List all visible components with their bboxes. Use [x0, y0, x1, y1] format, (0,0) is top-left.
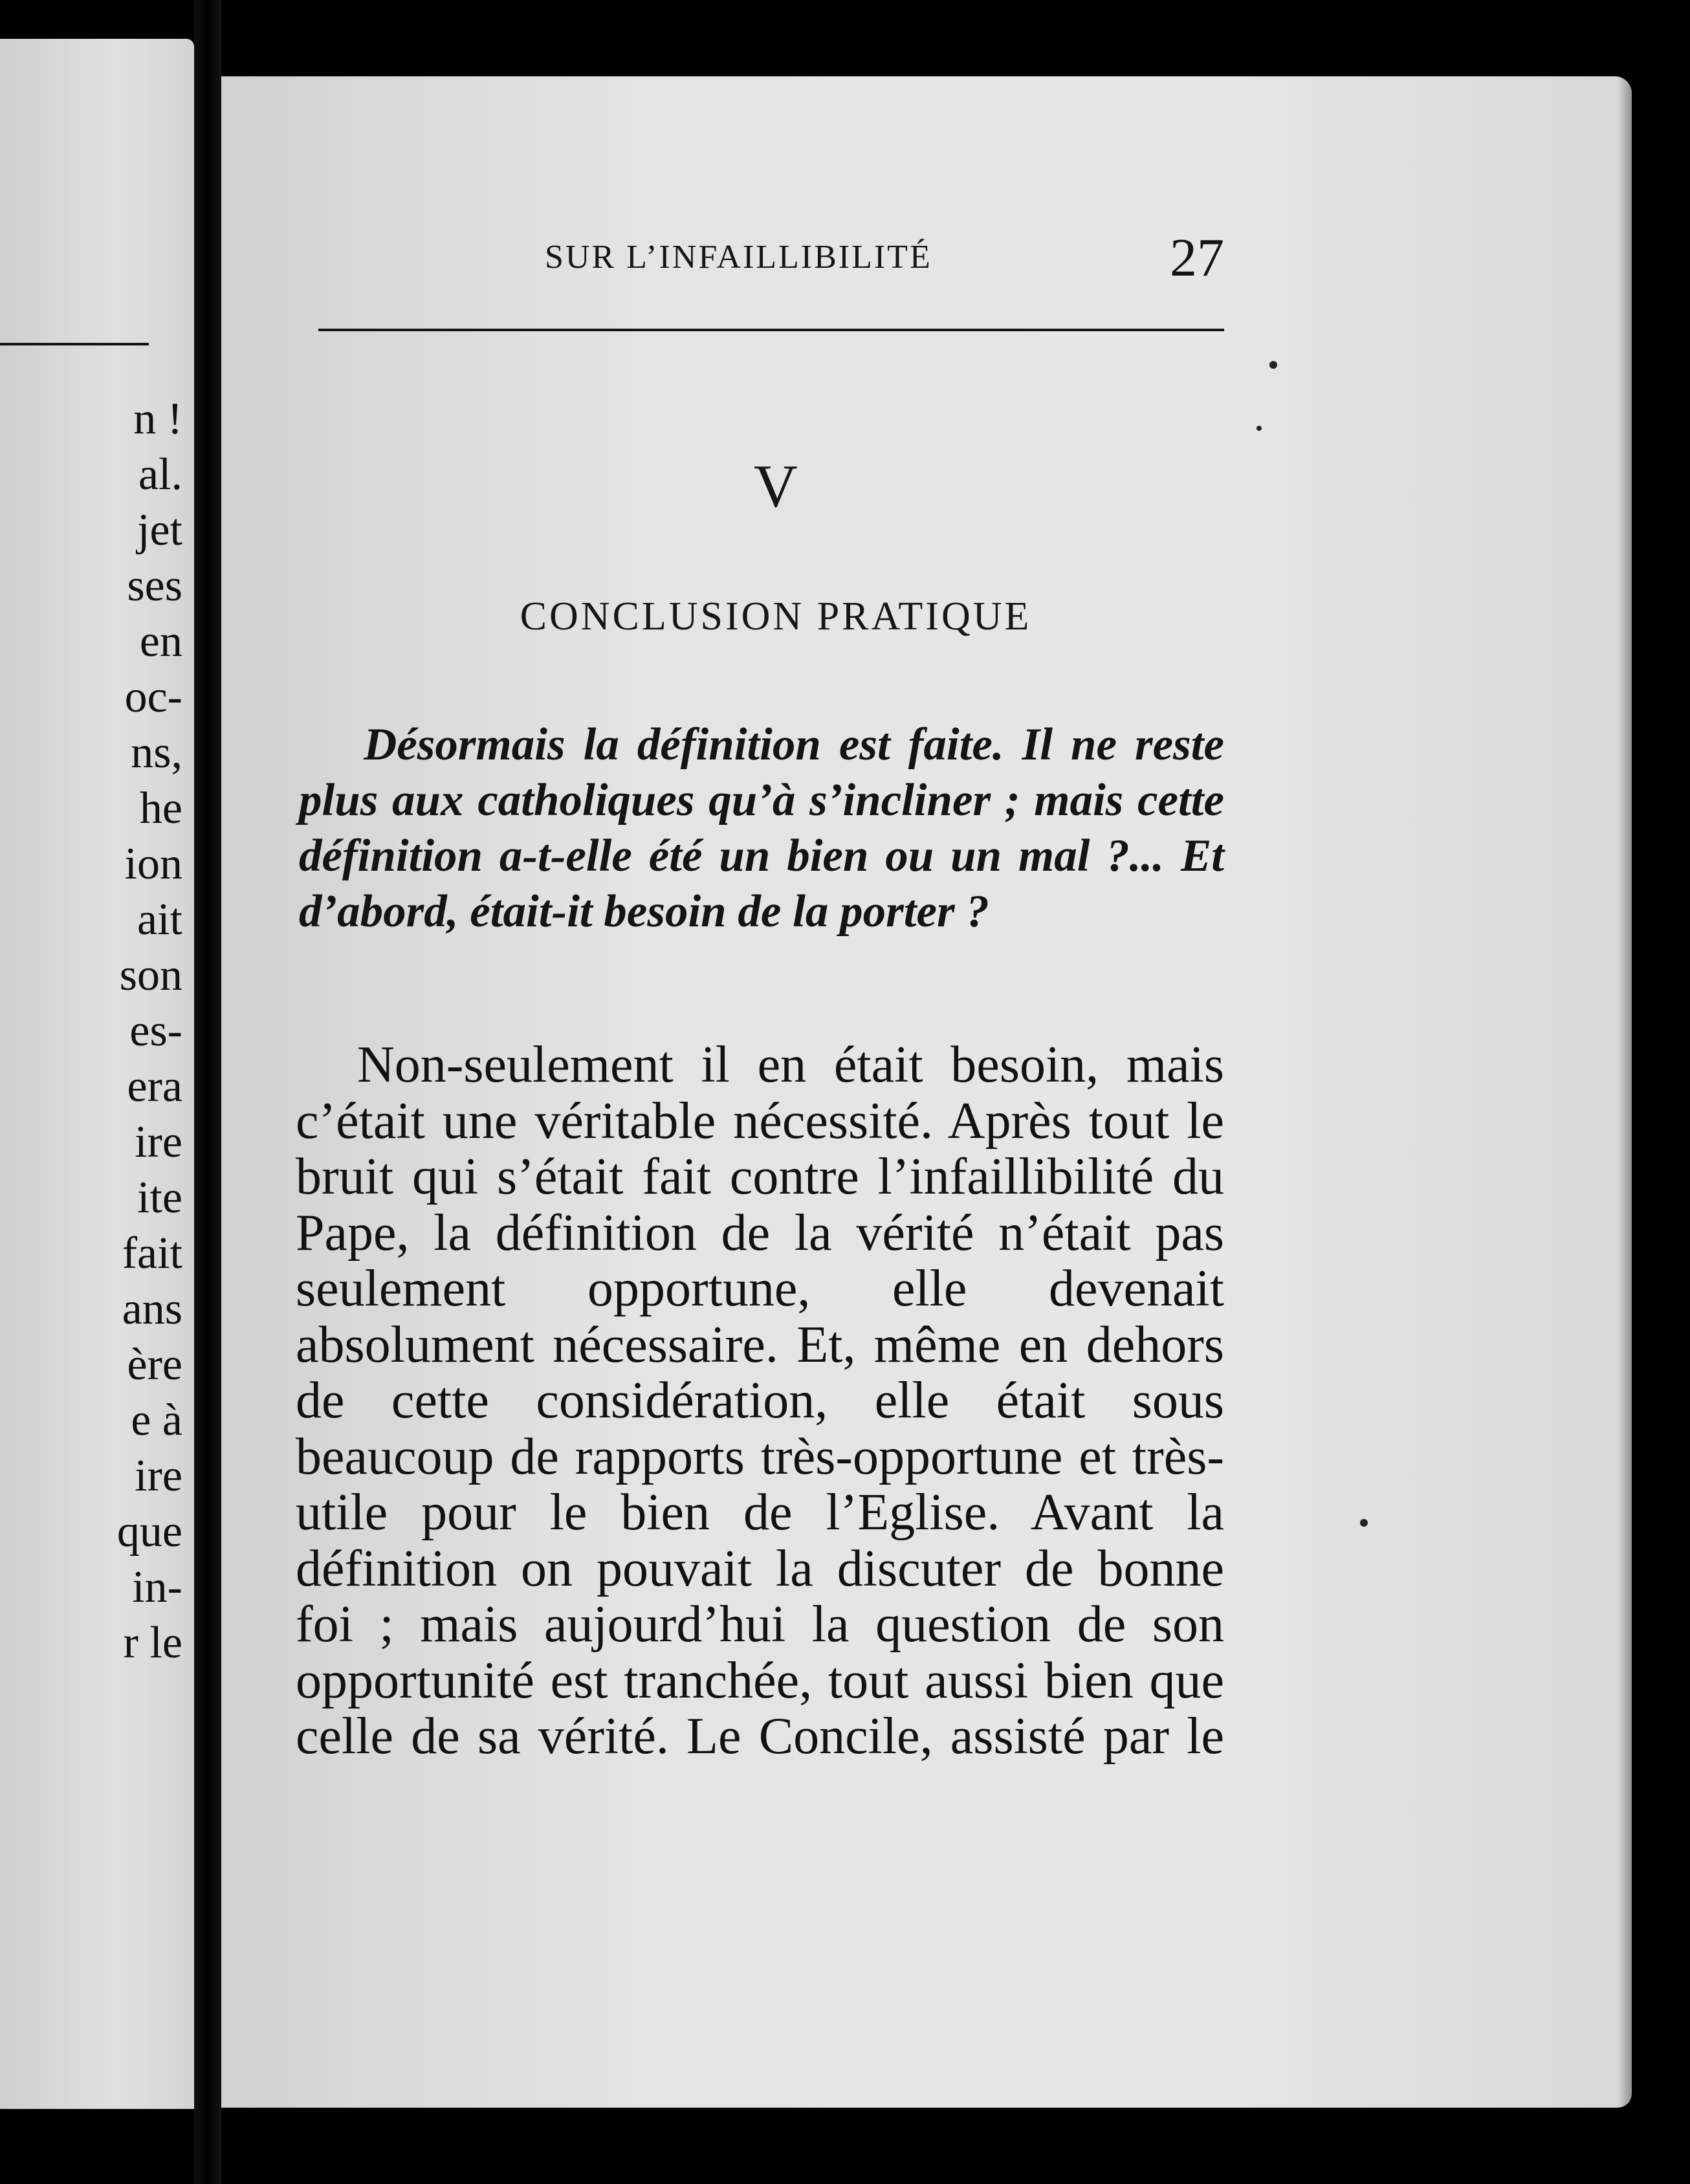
left-line: es- [129, 1006, 182, 1056]
book-gutter [194, 0, 221, 2184]
left-line: in- [132, 1562, 182, 1612]
chapter-title: CONCLUSION PRATIQUE [520, 595, 1032, 639]
left-line: ire [135, 1451, 182, 1501]
left-line: era [127, 1062, 182, 1111]
left-line: n ! [133, 394, 182, 444]
left-line: ses [127, 561, 182, 611]
scan-speck [1360, 1519, 1368, 1527]
left-line: ns, [131, 728, 182, 778]
page-edge-shadow [1618, 76, 1632, 2108]
italic-question-paragraph: Désormais la définition est faite. Il ne reste plus aux catholiques qu’à s’incliner ; mais cette définition a-t-elle été un bien ou un mal ?... Et d’abord, était-it besoin de la porter ? [299, 719, 1224, 937]
body-paragraph: Non-seulement il en était besoin, mais c’était une véritable nécessité. Après tout le bruit qui s’était fait contre l’infaillibilité du Pape, la définition de la vérité n’était pas seulement opportune, elle devenait absolument nécessaire. Et, même en dehors de cette considération, elle était sous beaucoup de rapports très-opportune et très-utile pour le bien de l’Eglise. Avant la définition on pouvait la discuter de bonne foi ; mais aujourd’hui la question de son opportunité est tranchée, tout aussi bien que celle de sa vérité. Le Concile, assisté par le [296, 1036, 1224, 1765]
running-head: SUR L’INFAILLIBILITÉ [545, 239, 932, 276]
left-line: ère [127, 1340, 182, 1390]
left-line: ion [124, 839, 182, 889]
chapter-number: V [754, 453, 798, 520]
page-number: 27 [1170, 228, 1224, 288]
scan-speck [1257, 426, 1262, 431]
left-line: ite [137, 1173, 182, 1223]
left-line: e à [131, 1395, 182, 1445]
left-page-rule [0, 343, 149, 345]
left-line: ait [137, 895, 182, 945]
left-page-line-endings [117, 391, 182, 1671]
left-line: en [139, 617, 182, 666]
right-page [221, 76, 1632, 2108]
left-line: son [119, 950, 182, 1000]
header-rule [318, 329, 1224, 331]
left-line: ire [135, 1117, 182, 1167]
left-facing-page [0, 39, 194, 2109]
left-line: fait [122, 1228, 182, 1278]
left-line: he [139, 783, 182, 833]
left-line: que [116, 1507, 182, 1556]
left-line: oc- [124, 672, 182, 722]
left-line: ans [122, 1284, 182, 1334]
left-line: r le [123, 1618, 182, 1668]
scan-speck [1269, 361, 1277, 369]
left-line: al. [138, 450, 182, 499]
left-line: jet [137, 505, 182, 555]
